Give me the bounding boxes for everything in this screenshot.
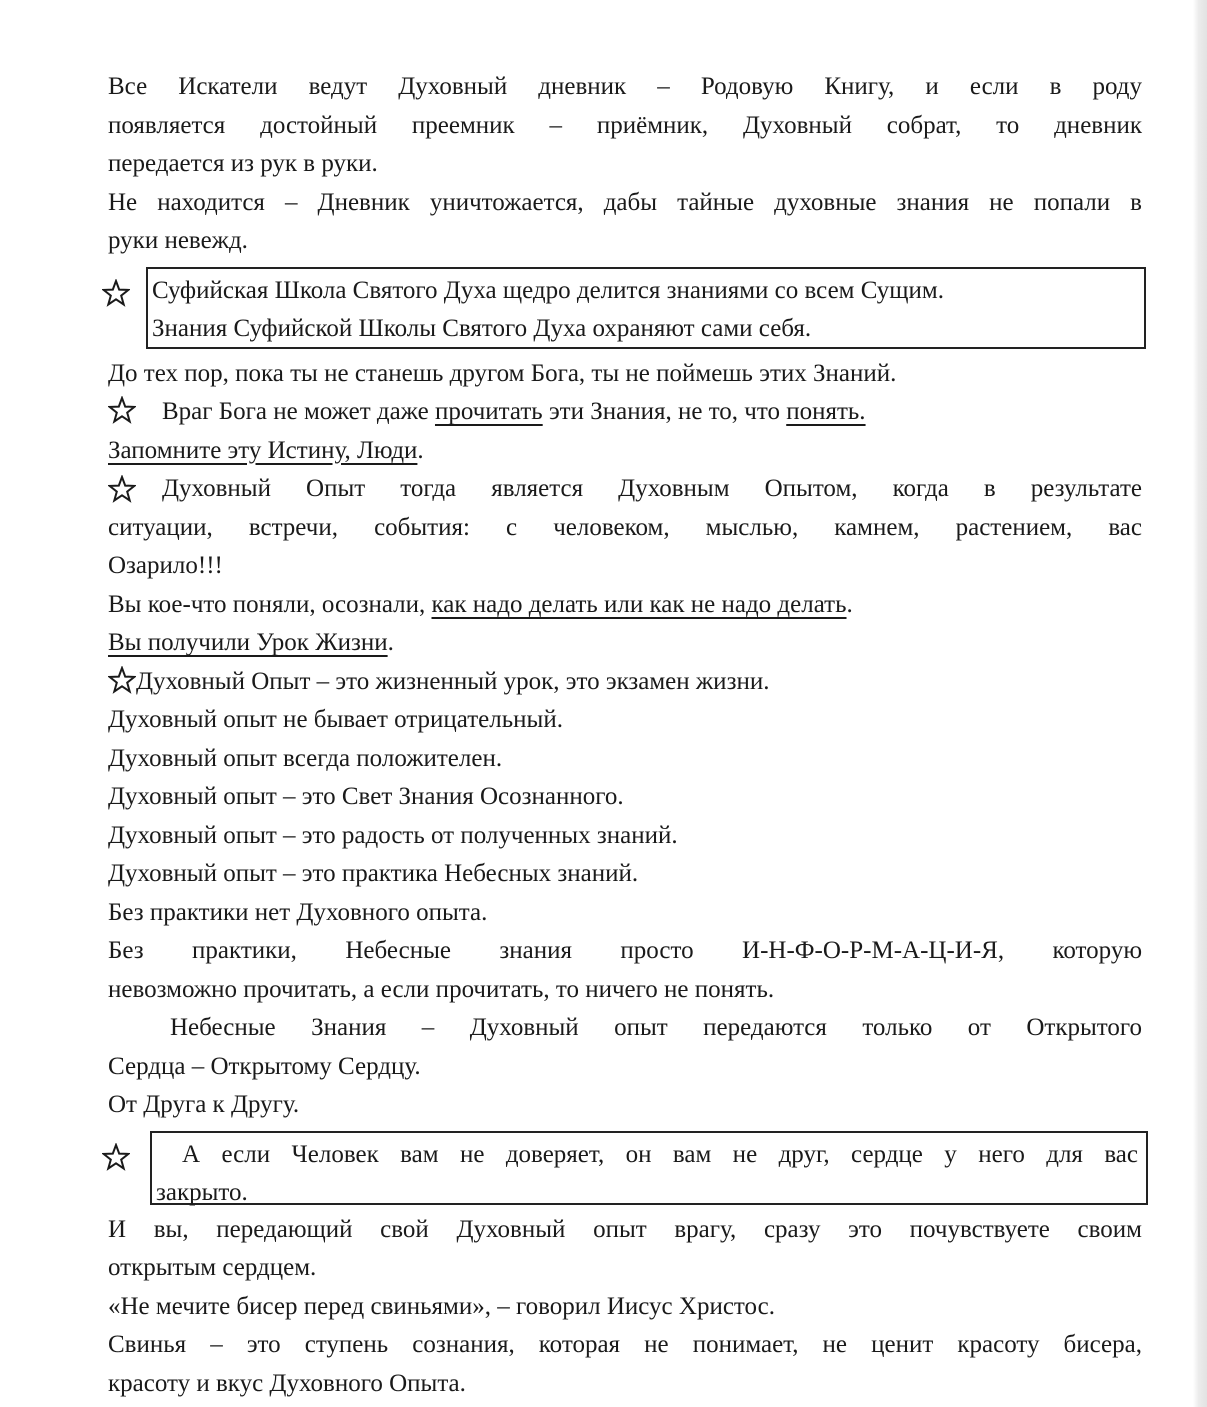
text-line	[108, 432, 1142, 471]
star-outline-icon	[102, 1143, 130, 1171]
paragraph-enemy	[108, 355, 1142, 471]
text-line-starred	[108, 663, 1142, 702]
star-outline-icon	[102, 279, 130, 307]
text-line: ситуации, встречи, события: с человеком, мыслью, камнем, растением, вас	[108, 513, 1142, 541]
box-line: Знания Суфийской Школы Святого Духа охраняют сами себя.	[152, 315, 812, 342]
text-line: красоту и вкус Духовного Опыта.	[108, 1369, 466, 1397]
text-line: Духовный опыт – это Свет Знания Осознанного.	[108, 783, 624, 810]
text-line: руки невежд.	[108, 227, 248, 254]
text-run: .	[846, 590, 853, 618]
text-line: От Друга к Другу.	[108, 1091, 300, 1118]
text-line: Не находится – Дневник уничтожается, дабы тайные духовные знания не попали в	[108, 188, 1142, 216]
text-run: эти Знания, не то, что	[542, 398, 787, 425]
box-line: А если Человек вам не доверяет, он вам не друг, сердце у него для вас	[182, 1140, 1138, 1168]
text-line: «Не мечите бисер перед свиньями», – говорил Иисус Христос.	[108, 1292, 775, 1320]
underlined-text: понять.	[786, 398, 866, 425]
text-line: Духовный опыт – это радость от полученных знаний.	[108, 821, 678, 849]
star-outline-icon	[108, 666, 136, 694]
paragraph-diary	[108, 68, 1142, 261]
paragraph-spiritual-experience	[108, 470, 1142, 663]
text-line: Духовный опыт не бывает отрицательный.	[108, 706, 563, 733]
text-line: Все Искатели ведут Духовный дневник – Родовую Книгу, и если в роду	[108, 73, 1142, 100]
text-run: Духовный Опыт тогда является Духовным Опытом, когда в результате	[162, 475, 1142, 502]
bordered-box	[150, 1131, 1148, 1205]
text-line: Без практики, Небесные знания просто И-Н-Ф-О-Р-М-А-Ц-И-Я, которую	[108, 937, 1142, 964]
text-line: Небесные Знания – Духовный опыт передаются только от Открытого	[170, 1014, 1142, 1041]
text-line	[108, 624, 1142, 663]
paragraph-open-heart	[108, 1009, 1142, 1125]
text-line: открытым сердцем.	[108, 1254, 317, 1281]
text-run: Вы кое-что поняли, осознали,	[108, 590, 432, 618]
text-line: появляется достойный преемник – приёмник, Духовный собрат, то дневник	[108, 111, 1142, 139]
text-line-starred	[108, 470, 1142, 509]
text-run: Духовный Опыт – это жизненный урок, это экзамен жизни.	[136, 667, 770, 695]
text-run: .	[387, 629, 394, 656]
box-line: Суфийская Школа Святого Духа щедро делится знаниями со всем Сущим.	[152, 276, 944, 304]
underlined-text: как надо делать или как не надо делать	[431, 590, 847, 618]
text-line	[108, 586, 1142, 625]
star-outline-icon	[108, 475, 136, 503]
text-line: Духовный опыт – это практика Небесных знаний.	[108, 860, 639, 887]
underlined-text: Запомните эту Истину, Люди	[108, 436, 418, 464]
text-line: И вы, передающий свой Духовный опыт врагу, сразу это почувствуете своим	[108, 1215, 1142, 1243]
text-line: Озарило!!!	[108, 552, 223, 579]
paragraph-life-lesson	[108, 663, 1142, 1010]
text-run: .	[417, 436, 424, 464]
text-line: Сердца – Открытому Сердцу.	[108, 1052, 421, 1080]
text-run: Враг Бога не может даже	[162, 398, 435, 425]
page-edge-shadow	[1193, 0, 1207, 1407]
text-line-starred	[108, 393, 1142, 432]
text-line: До тех пор, пока ты не станешь другом Бога, ты не поймешь этих Знаний.	[108, 359, 897, 387]
text-line: Без практики нет Духовного опыта.	[108, 898, 488, 926]
text-line: Духовный опыт всегда положителен.	[108, 744, 503, 772]
document-page	[108, 68, 1142, 1403]
text-line: передается из рук в руки.	[108, 150, 378, 177]
underlined-text: Вы получили Урок Жизни	[108, 629, 388, 656]
paragraph-pearls	[108, 1211, 1142, 1404]
text-line: Свинья – это ступень сознания, которая не понимает, не ценит красоту бисера,	[108, 1331, 1142, 1358]
star-outline-icon	[108, 396, 136, 424]
text-line: невозможно прочитать, а если прочитать, то ничего не понять.	[108, 975, 775, 1003]
boxed-statement-trust	[108, 1131, 1142, 1205]
boxed-statement-sufi-school	[108, 267, 1142, 349]
bordered-box	[146, 267, 1146, 349]
box-line: закрыто.	[156, 1179, 248, 1206]
underlined-text: прочитать	[434, 398, 543, 425]
